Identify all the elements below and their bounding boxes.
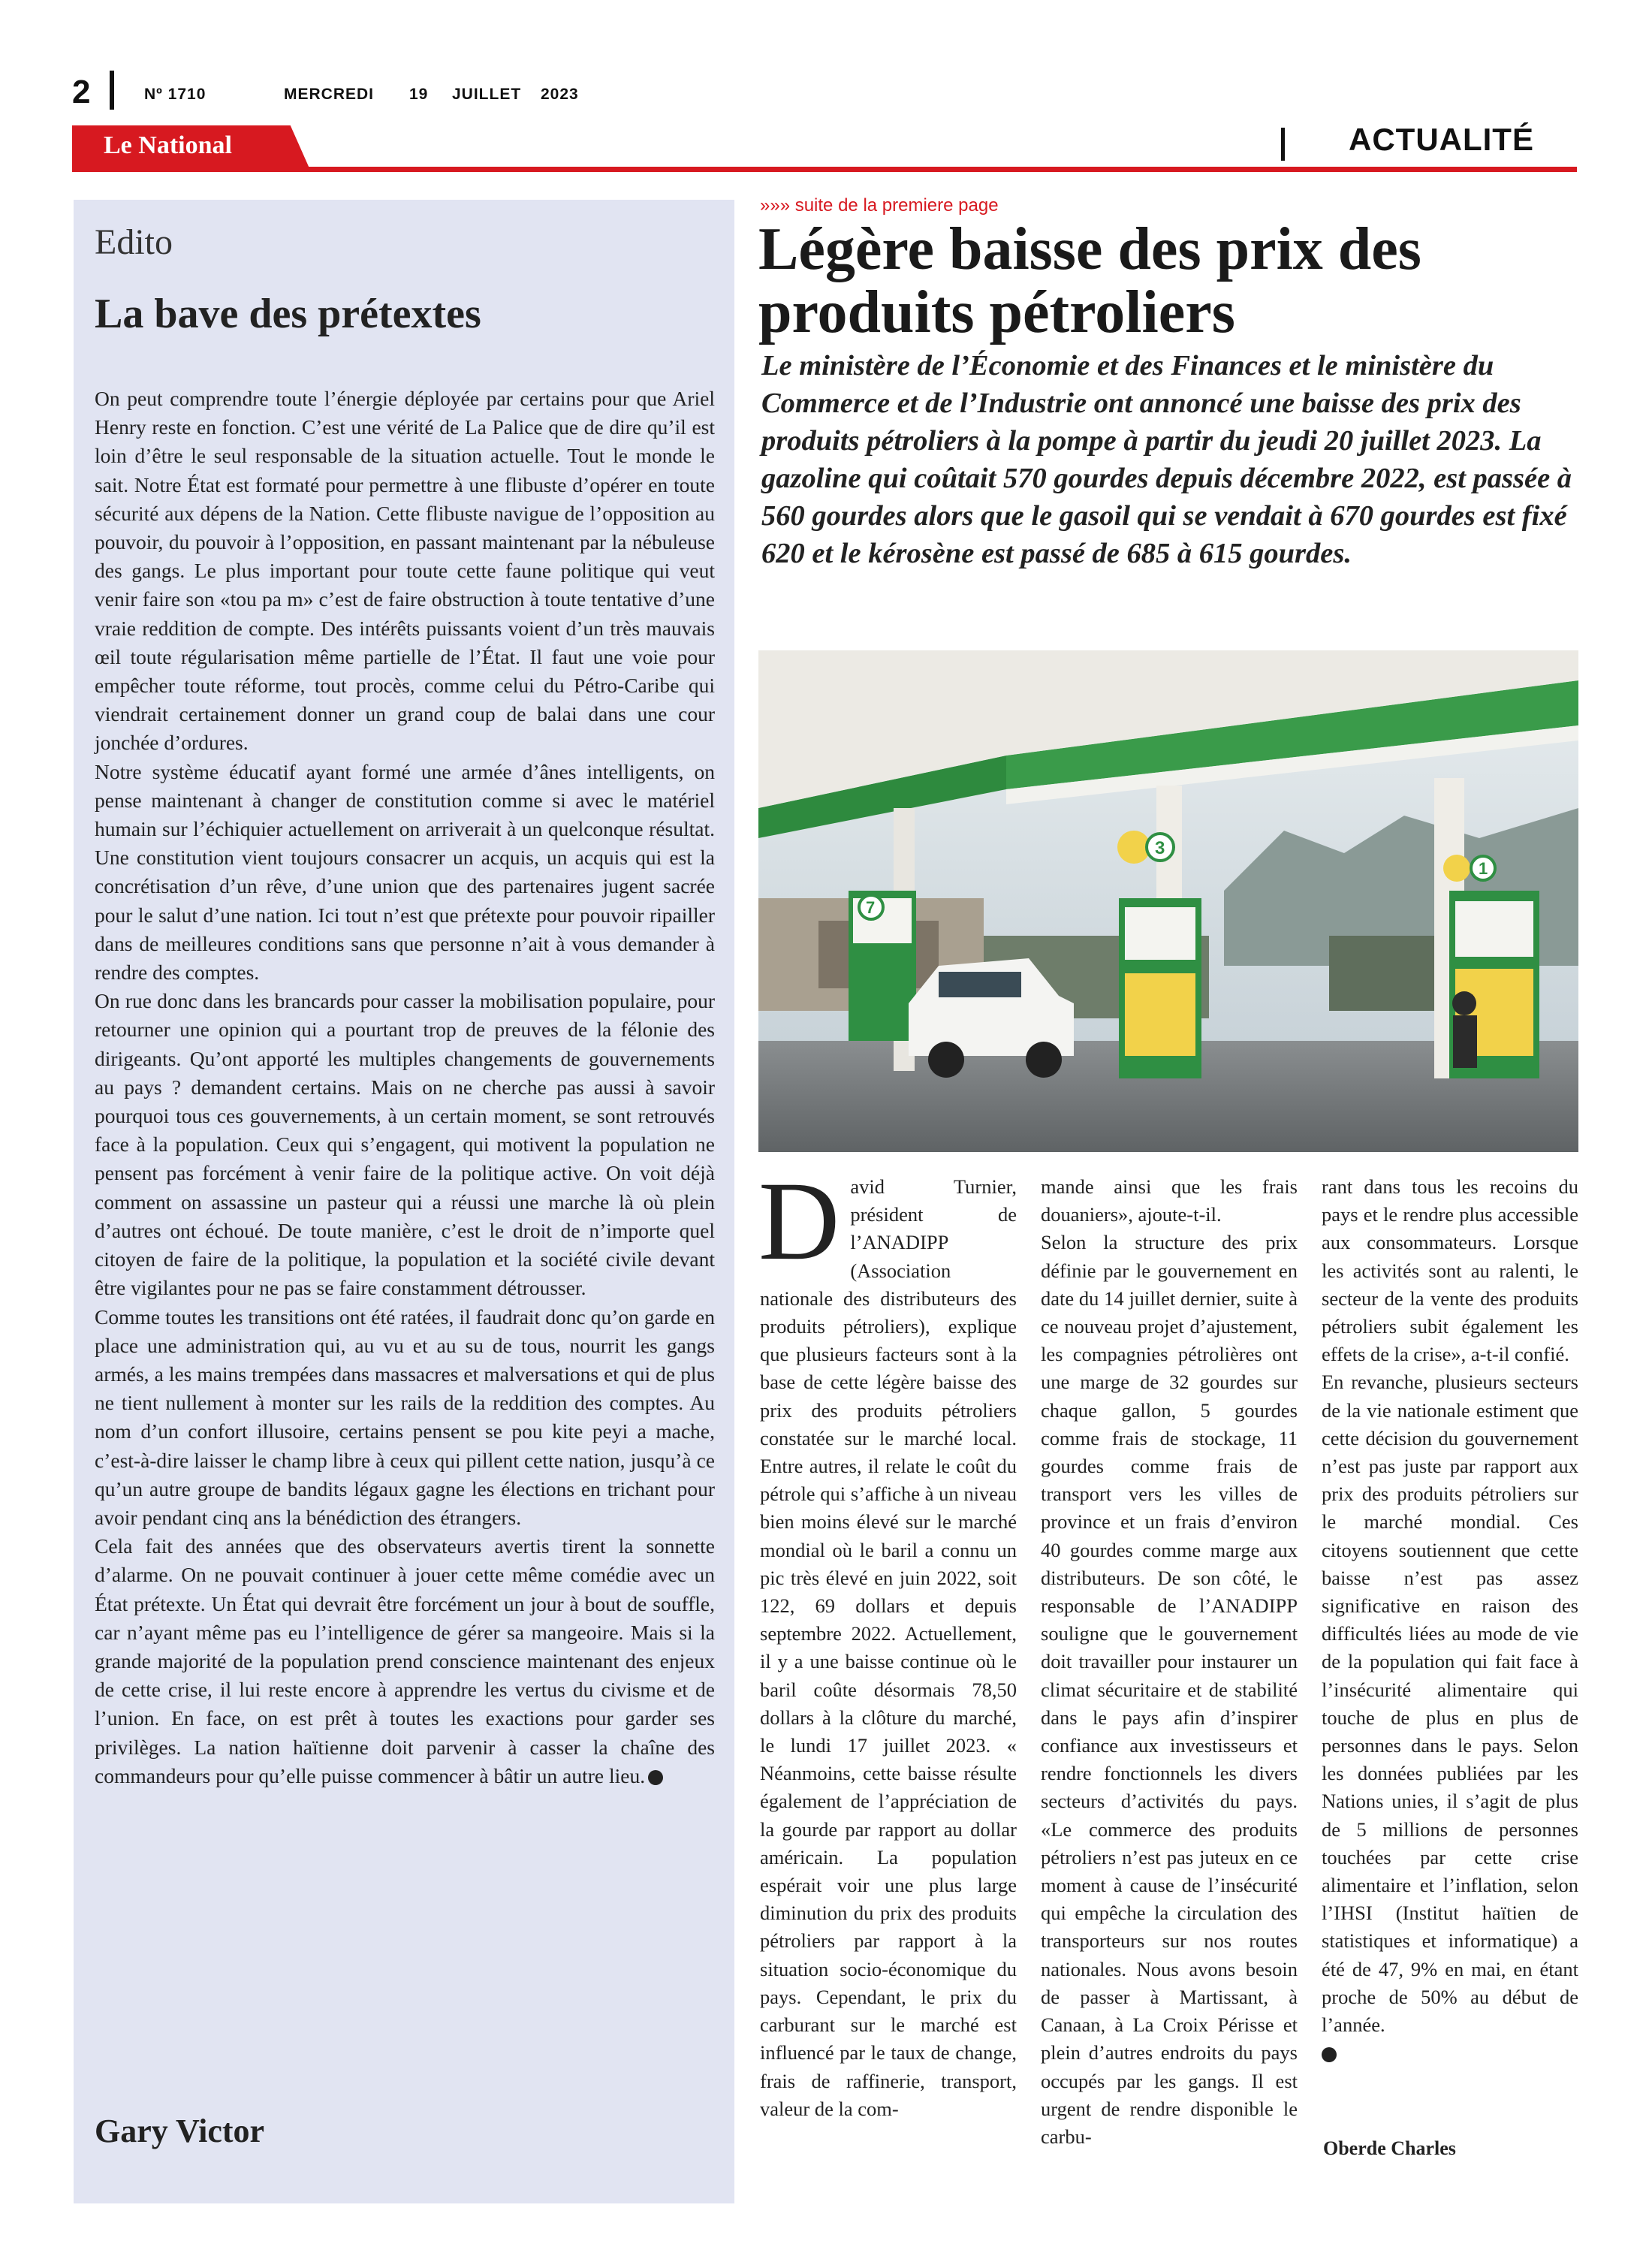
article-paragraph-text: avid Turnier, président de l’ANADIPP (Association nationale des distributeurs des produits pétroliers), explique que plusieurs facteurs sont à la base de cette légère baisse des prix des produits pétroliers constatée sur le marché local. Entre autres, il relate le coût du pétrole qui s’affiche à un niveau bien moins élevé sur le marché mondial où le baril a connu un pic très élevé en juin 2022, soit 122, 69 dollars et depuis septembre 2022. Actuellement, il y a une baisse continue où le baril coûte désormais 78,50 dollars à la clôture du marché, le lundi 17 juillet 2023. « Néanmoins, cette baisse résulte également de l’appréciation de la gourde par rapport au dollar américain. La population espérait voir une plus large diminution du prix des produits pétroliers par rapport à la situation socio-économique du pays. Cependant, le prix du carburant sur le marché est influencé par le taux de change, frais de raffinerie, transport, valeur de la com- [760,1175,1017,2120]
article-column-2 [1041,1173,1298,2151]
edito-paragraph: Notre système éducatif ayant formé une armée d’ânes intelligents, on pense maintenant à changer de constitution comme si avec le matériel humain sur l’échiquier actuellement on arriverait à un quelconque résultat. Une constitution vient toujours consacrer un acquis, un acquis qui est la concrétisation d’un rêve, d’une union que des partenaires jugent sacrée pour le salut d’une nation. Ici tout n’est que prétexte pour pouvoir ripailler dans de meilleures conditions sans que personne n’ait à vous demander à rendre des comptes. [95,759,715,985]
drop-cap: D [758,1159,840,1283]
end-mark-icon [648,1770,663,1785]
article-paragraph: mande ainsi que les frais douaniers», ajoute-t-il. [1041,1175,1298,1226]
article-paragraph: rant dans tous les recoins du pays et le rendre plus accessible aux consommateurs. Lorsque les activités sont au ralenti, le secteur de la vente des produits pétroliers subit également les effets de la crise», a-t-il confié. [1322,1175,1578,1366]
page-number-divider [110,71,114,110]
article-byline: Oberde Charles [1323,2137,1456,2159]
gas-station-illustration [758,650,1578,1152]
continuation-note: »»» suite de la premiere page [760,195,999,216]
article-end [1322,2039,1578,2067]
weekday: MERCREDI [284,86,375,103]
edito-title: La bave des prétextes [95,291,481,337]
issue-number: Nº 1710 [144,86,206,103]
page-number: 2 [72,74,91,110]
edito-paragraph: On rue donc dans les brancards pour casser la mobilisation populaire, pour retourner une opinion qui a pourtant trop de preuves de la félonie des dirigeants. Qu’ont apporté les multiples changements de gouvernements au pays ? demandent certains. Mais on ne cherche pas aussi à savoir pourquoi tous ces gouvernements, à un certain moment, se sont retrouvés face à la population. Ceux qui s’engagent, qui motivent la population ne pensent pas forcément à venir faire de la politique active. On voit déjà comment on assassine un pasteur qui a réussi une marche là où plein d’autres ont échoué. De toute manière, c’est le droit de n’importe quel citoyen de faire de la politique, la population et la société civile devant être vigilantes pour ne pas se faire constamment détrousser. [95,989,715,1300]
edito-author: Gary Victor [95,2113,265,2149]
article-lead: Le ministère de l’Économie et des Finances et le ministère du Commerce et de l’Industrie ont annoncé une baisse des prix des produits pétroliers à la pompe à partir du jeudi 20 juillet 2023. La gazoline qui coûtait 570 gourdes depuis décembre 2022, est passée à 560 gourdes alors que le gasoil qui se vendait à 670 gourdes est fixé 620 et le kérosène est passé de 685 à 615 gourdes. [761,350,1572,569]
edito-paragraph: Comme toutes les transitions ont été ratées, il faudrait donc qu’on garde en place une administration qui, au vu et au su de tous, nourrit les gangs armés, a les mains trempées dans massacres et malversations et qui de plus ne tient nullement à monter sur les rails de la reddition des comptes. Au nom d’un confort illusoire, certains pensent se pou kite peyi a mache, c’est-à-dire laisser le champ libre à ceux qui pillent cette nation, jusqu’à ce qu’un autre groupe de bandits légaux gagne les élections en trichant pour avoir pendant cinq ans la bénédiction des étrangers. [95,1304,715,1529]
article-headline: Légère baisse des prix des produits pétroliers [758,216,1421,345]
edito-paragraph [95,1532,715,1790]
article-column-3 [1322,1173,1578,2068]
month: JUILLET [452,86,522,103]
pump-number-2: 3 [1155,838,1165,858]
gas-station-photo [758,650,1578,1152]
article-paragraph: Selon la structure des prix définie par le gouvernement en date du 14 juillet dernier, suite à ce nouveau projet d’ajustement, les compagnies pétrolières ont une marge de 32 gourdes sur chaque gallon, 5 gourdes comme frais de stockage, 11 gourdes comme frais de transport vers les villes de province et un frais d’environ 40 gourdes comme marge aux distributeurs. De son côté, le responsable de l’ANADIPP souligne que le gouvernement doit travailler pour instaurer un climat sécuritaire et de stabilité dans le pays afin d’inspirer confiance aux investisseurs et rendre fonctionnels les divers secteurs d’activités du pays. «Le commerce des produits pétroliers n’est pas juteux en ce moment à cause de l’insécurité qui empêche la circulation des transporteurs sur nos routes nationales. Nous avons besoin de passer à Martissant, à Canaan, à La Croix Périsse et plein d’autres endroits du pays occupés par les gangs. Il est urgent de rendre disponible le carbu- [1041,1231,1298,2148]
edito-body [95,385,715,1790]
article-column-1 [758,1159,1017,2123]
article-paragraph [758,1159,1017,2123]
edito-paragraph-text: Cela fait des années que des observateurs avertis tirent la sonnette d’alarme. On ne pouvait continuer à jouer cette même comédie avec un État prétexte. Un État qui devrait être forcément un jour à bout de souffle, car n’ayant même pas eu l’intelligence de gérer sa mangeoire. Mais si la grande majorité de la population prend conscience maintenant des enjeux de cette crise, il lui reste encore à apprendre les vertus du civisme et de l’union. En face, on est prêt à toutes les exactions pour garder ses privilèges. La nation haïtienne doit parvenir à casser la chaîne des commandeurs pour qu’elle puisse commencer à bâtir un autre lieu. [95,1534,715,1787]
edito-paragraph: On peut comprendre toute l’énergie déployée par certains pour que Ariel Henry reste en fonction. C’est une vérité de La Palice que de dire qu’il est loin d’être le seul responsable de la situation actuelle. Tout le monde le sait. Notre État est formaté pour permettre à une flibuste d’opérer en toute sécurité aux dépens de la Nation. Cette flibuste navigue de l’opposition au pouvoir, du pouvoir à l’opposition, en passant maintenant par la nébuleuse des gangs. Le plus important pour toute cette faune politique qui veut venir faire son «tou pa m» c’est de faire obstruction à toute tentative d’une vraie reddition de compte. Des intérêts puissants voient d’un très mauvais œil toute régularisation même partielle de l’État. Il faut une voie pour empêcher toute réforme, tout procès, comme celui du Pétro-Caribe qui viendrait certainement donner un grand coup de balai dans une cour jonchée d’ordures. [95,387,715,755]
section-title: ACTUALITÉ [1349,122,1534,157]
header-rule [72,167,1577,172]
end-mark-icon [1322,2047,1337,2062]
article-paragraph: En revanche, plusieurs secteurs de la vie nationale estiment que cette décision du gouvernement n’est pas juste par rapport aux prix des produits pétroliers sur le marché mondial. Ces citoyens soutiennent que cette baisse n’est pas assez significative en raison des difficultés liées au mode de vie de la population qui fait face à l’insécurité alimentaire qui touche de plus en plus de personnes dans le pays. Selon les données publiées par les Nations unies, il s’agit de plus de 5 millions de personnes touchées par cette crise alimentaire et l’inflation, selon l’IHSI (Institut haïtien de statistiques et informatique) a été de 47, 9% en mai, en étant proche de 50% au début de l’année. [1322,1371,1578,2037]
year: 2023 [541,86,579,103]
day: 19 [409,86,429,103]
pump-number-3: 1 [1479,859,1488,878]
edito-kicker: Edito [95,222,173,262]
brand-label: Le National [104,131,232,159]
pump-number-1: 7 [866,898,876,917]
section-divider [1281,128,1285,161]
